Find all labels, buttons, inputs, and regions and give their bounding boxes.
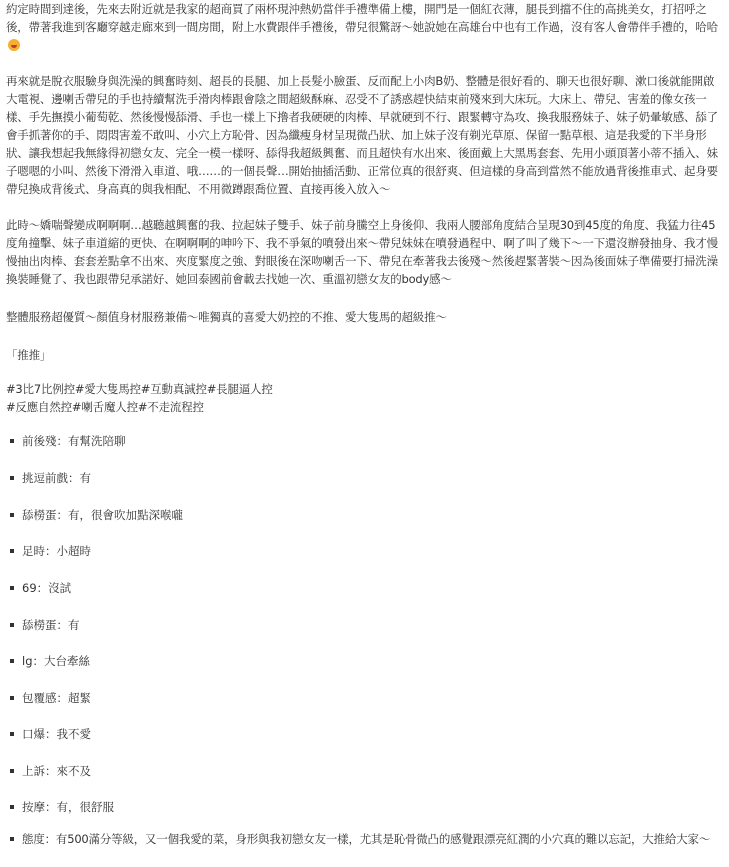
bullet-icon	[10, 659, 14, 663]
bullet-icon	[10, 623, 14, 627]
intro-text: 約定時間到達後，先來去附近就是我家的超商買了兩杯現沖熱奶當伴手禮準備上樓，開門是一個紅衣薄，腿長到擋不住的高挑美女，打招呼之後，帶著我進到客廳穿越走廊來到一間房間，附上水費跟伴手禮後，帶兒很驚訝～她說她在高雄台中也有工作過，沒有客人會帶伴手禮的，哈哈	[6, 2, 718, 34]
list-item: 挑逗前戲：有	[6, 469, 91, 487]
list-item: 舔橯蛋：有，很會吹加點深喉嚨	[6, 506, 183, 524]
hashtags	[6, 380, 723, 416]
paragraph-intro	[6, 0, 723, 54]
grinning-face-icon	[8, 39, 20, 51]
list-item: 包覆感：超緊	[6, 689, 91, 707]
list-item: 舔橯蛋：有	[6, 616, 80, 634]
list-item: 按摩：有，很舒服	[6, 798, 114, 816]
hashtags-line-1: #3比7比例控#愛大隻馬控#互動真誠控#長腿逼人控	[6, 382, 273, 396]
bullet-icon	[10, 476, 14, 480]
bullet-icon	[10, 549, 14, 553]
bullet-icon	[10, 837, 14, 841]
paragraph-summary	[6, 308, 723, 326]
list-item: 足時：小超時	[6, 542, 91, 560]
list-item: 口爆：我不愛	[6, 725, 91, 743]
paragraph-climax	[6, 216, 723, 288]
summary-text: 整體服務超優質～顏值身材服務兼備～唯獨真的喜愛大奶控的不推、愛大隻馬的超級推～	[6, 310, 447, 324]
list-item: 69：沒試	[6, 579, 71, 597]
bullet-icon	[10, 732, 14, 736]
main-text: 再來就是脫衣服驗身與洗澡的興奮時刻、超長的長腿、加上長髮小臉蛋、反而配上小肉B奶、整體是很好看的、聊天也很好聊、漱口後就能開啟大電視、邊喇舌帶兒的手也持續幫洗手滑肉棒跟會陰之間超級酥麻、忍受不了誘惑趕快結束前殘來到大床玩。大床上、帶兒、害羞的像女孩一樣、手先撫摸小葡萄乾、然後慢慢舔滑、手也一樣上下撸者我硬硬的肉棒、早就硬到不行、跟緊轉守為攻、換我服務妹子、妹子奶暈敏感、舔了會手抓著你的手、悶悶害羞不敢叫、小穴上方恥骨、因為纖瘦身材呈現微凸狀、加上妹子沒有剃光草原、保留一點草根、這是我愛的下半身形狀、讓我想起我無緣得初戀女友、完全一模一樣呀、舔得我超級興奮、而且超快有水出來、後面戴上大黑馬套套、先用小頭頂著小蒂不插入、妹子嗯嗯的小叫、然後下滑滑入車道、哦……的一個長聲…開始抽插活動、正常位真的很舒爽、但這樣的身高到當然不能放過背後推車式、起身要帶兒換成背後式、身高真的與我相配、不用微蹲跟喬位置、直接再後入放入～	[6, 74, 718, 196]
bullet-icon	[10, 586, 14, 590]
bullet-icon	[10, 513, 14, 517]
hashtags-line-2: #反應自然控#喇舌魔人控#不走流程控	[6, 400, 204, 414]
section-heading	[6, 346, 723, 364]
bullet-icon	[10, 805, 14, 809]
list-item: 前後殘：有幫洗陪聊	[6, 432, 126, 450]
bullet-icon	[10, 439, 14, 443]
paragraph-main	[6, 72, 723, 198]
list-item: lg：大台牽絲	[6, 652, 90, 670]
list-item: 態度：有500滿分等級，又一個我愛的菜，身形與我初戀女友一樣，尤其是恥骨微凸的感覺跟漂亮紅潤的小穴真的難以忘記，大推給大家～	[6, 830, 723, 848]
recommend-heading: 「推推」	[6, 348, 52, 362]
climax-text: 此時～嬌喘聲變成啊啊啊…越聽越興奮的我、拉起妹子雙手、妹子前身騰空上身後仰、我兩人腰部角度結合呈現30到45度的角度、我猛力往45度角撞擊、妹子車道縮的更快、在啊啊啊的呻吟下、我不爭氣的噴發出來～帶兒妹妹在噴發過程中、啊了叫了幾下～一下還沒辦發抽身、我才慢慢抽出肉棒、套套差點拿不出來、夾度緊度之強、對眼後在深吻喇舌一下、帶兒在牽著我去後殘～然後趕緊著裝～因為後面妹子準備要打掃洗澡換裝睡覺了、我也跟帶兒承諾好、她回泰國前會載去找她一次、重溫初戀女友的body感～	[6, 218, 718, 286]
bullet-icon	[10, 769, 14, 773]
bullet-icon	[10, 696, 14, 700]
list-item: 上訴：來不及	[6, 762, 91, 780]
